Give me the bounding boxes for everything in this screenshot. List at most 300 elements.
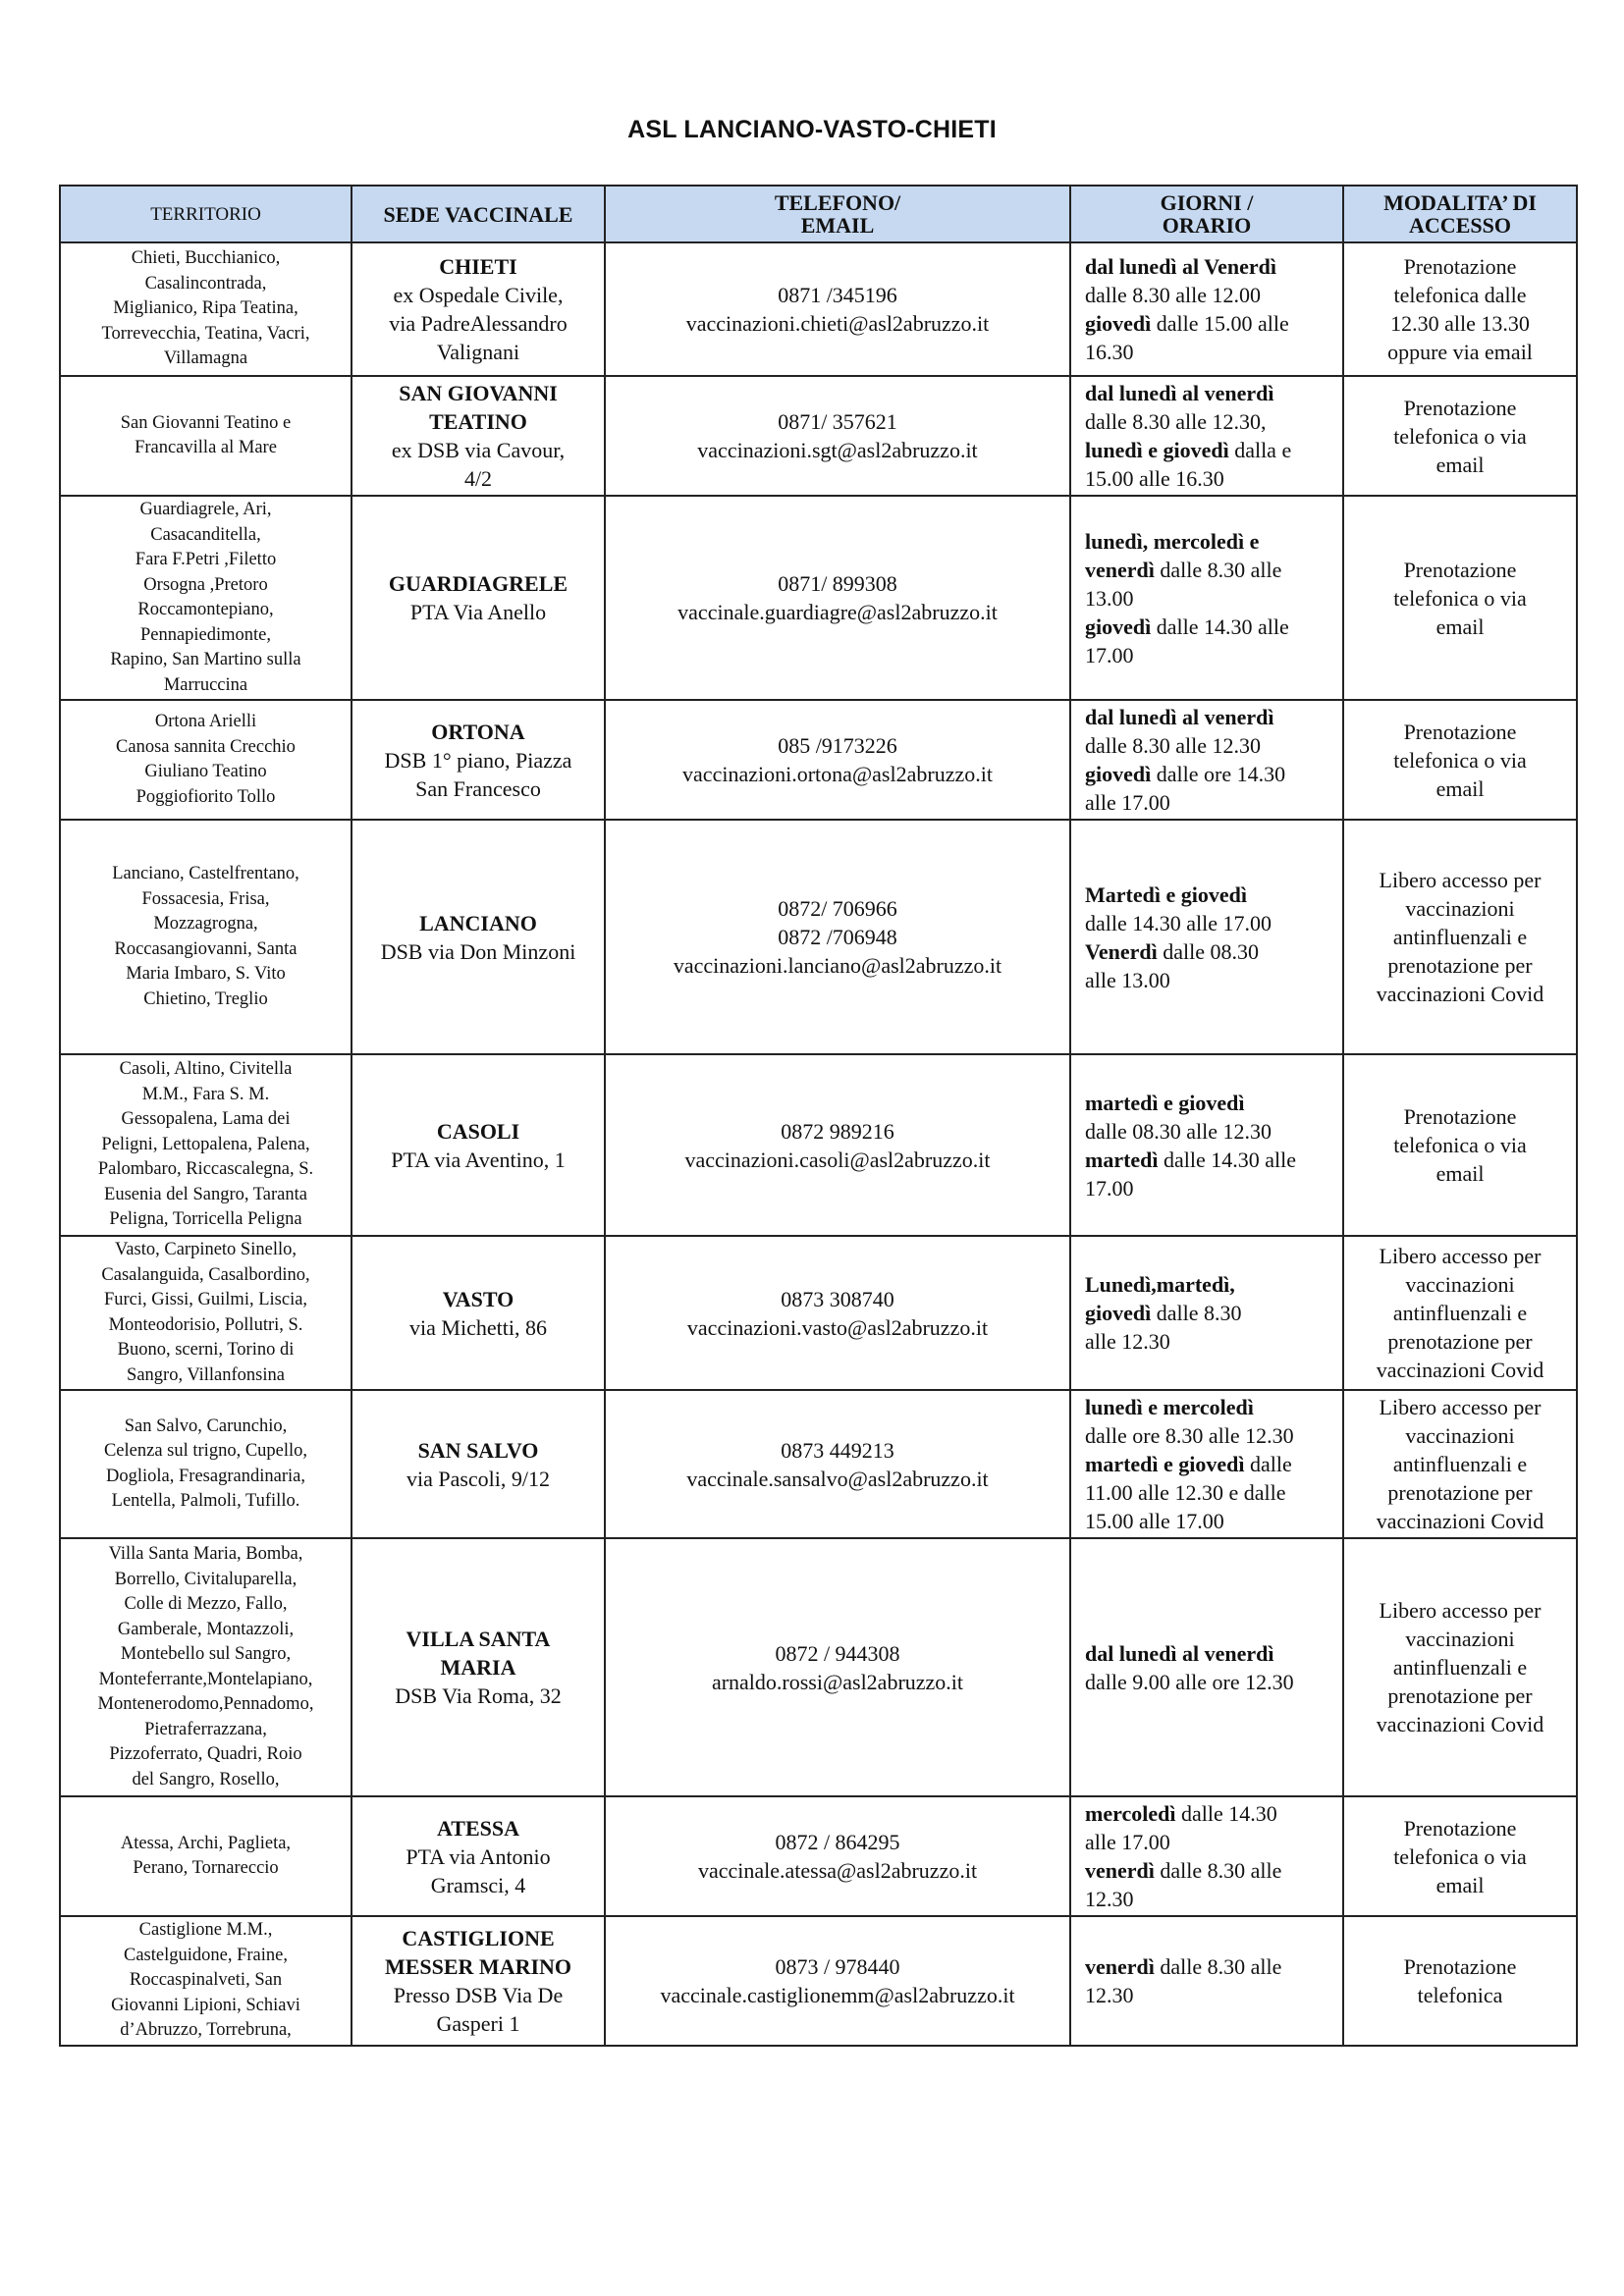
schedule-hours: alle 17.00	[1085, 790, 1170, 815]
sede-cell	[352, 700, 605, 820]
schedule-line	[1085, 252, 1336, 281]
schedule-days: dal lunedì al venerdì	[1085, 381, 1274, 405]
schedule-days: Lunedì,martedì,	[1085, 1272, 1235, 1297]
schedule-hours: dalle 8.30 alle 12.30	[1085, 733, 1262, 758]
access-mode-line: vaccinazioni	[1405, 1423, 1515, 1448]
table-header-row	[60, 186, 1577, 242]
sede-name: VASTO	[442, 1286, 514, 1311]
territorio-line: Pietraferrazzana,	[144, 1719, 267, 1739]
schedule-line	[1085, 1174, 1336, 1202]
schedule-hours: alle 13.00	[1085, 967, 1170, 992]
schedule-hours: dalle	[1244, 1452, 1292, 1476]
territorio-line: Celenza sul trigno, Cupello,	[103, 1441, 308, 1461]
territorio-line: Dogliola, Fresagrandinaria,	[106, 1466, 305, 1486]
access-mode-cell	[1343, 376, 1577, 496]
schedule-days: lunedì e giovedì	[1085, 438, 1229, 462]
schedule-line	[1085, 1299, 1336, 1327]
territorio-line: Casoli, Altino, Civitella	[119, 1059, 293, 1080]
access-mode-line: email	[1435, 1161, 1485, 1186]
territorio-line: Perano, Tornareccio	[133, 1858, 279, 1878]
sede-cell	[352, 376, 605, 496]
email-address: vaccinazioni.casoli@asl2abruzzo.it	[684, 1147, 991, 1172]
schedule-hours: 11.00 alle 12.30 e dalle	[1085, 1480, 1286, 1505]
email-address: vaccinazioni.sgt@asl2abruzzo.it	[697, 438, 978, 462]
schedule-line	[1085, 966, 1336, 994]
territorio-line: Peligni, Lettopalena, Palena,	[101, 1134, 310, 1154]
schedule-line	[1085, 1450, 1336, 1478]
sede-address-line: PTA via Aventino, 1	[391, 1147, 566, 1172]
sede-address-line: PTA via Antonio	[406, 1843, 551, 1869]
territorio-line: Marruccina	[163, 674, 248, 695]
schedule-hours: 12.30	[1085, 1887, 1134, 1911]
territorio-line: Francavilla al Mare	[135, 438, 277, 457]
access-mode-cell	[1343, 1796, 1577, 1916]
territorio-line: Monteferrante,Montelapiano,	[98, 1669, 313, 1689]
schedule-hours: 13.00	[1085, 585, 1134, 611]
schedule-days: giovedì	[1085, 1301, 1152, 1325]
sede-address-line: DSB via Don Minzoni	[380, 938, 576, 964]
contact-cell	[605, 820, 1070, 1054]
schedule-hours: dalle 8.30 alle 12.00	[1085, 283, 1262, 307]
territorio-line: M.M., Fara S. M.	[141, 1084, 270, 1104]
access-mode-line: Libero accesso per	[1379, 868, 1542, 892]
header-sede-vaccinale: SEDE VACCINALE	[352, 186, 605, 242]
schedule-line	[1085, 281, 1336, 309]
access-mode-line: email	[1435, 452, 1485, 477]
contact-cell	[605, 1390, 1070, 1538]
sede-address-line: PTA Via Anello	[409, 600, 547, 624]
territorio-line: Fossacesia, Frisa,	[141, 888, 270, 909]
contact-cell	[605, 1796, 1070, 1916]
schedule-hours: dalla e	[1228, 438, 1292, 462]
schedule-hours: alle 17.00	[1085, 1830, 1170, 1854]
sede-cell	[352, 1538, 605, 1796]
sede-name: VILLA SANTA	[406, 1627, 551, 1651]
schedule-hours: dalle 8.30 alle	[1154, 1953, 1282, 1979]
schedule-cell	[1070, 1390, 1343, 1538]
sede-address-line: via PadreAlessandro	[389, 311, 568, 336]
sede-name: GUARDIAGRELE	[388, 571, 568, 596]
access-mode-line: email	[1435, 614, 1485, 639]
schedule-line	[1085, 641, 1336, 669]
schedule-days: dal lunedì al Venerdì	[1085, 254, 1277, 279]
schedule-cell	[1070, 820, 1343, 1054]
schedule-line	[1085, 1952, 1336, 1981]
access-mode-line: email	[1435, 1872, 1485, 1897]
table-row	[60, 1796, 1577, 1916]
sede-name: CASTIGLIONE	[402, 1925, 555, 1950]
territorio-cell	[60, 376, 352, 496]
schedule-line	[1085, 338, 1336, 366]
territorio-line: Casacanditella,	[150, 524, 261, 545]
access-mode-cell	[1343, 1236, 1577, 1390]
access-mode-line: prenotazione per	[1387, 1683, 1533, 1708]
phone-number: 0872/ 706966	[778, 896, 897, 921]
schedule-days: venerdì	[1085, 557, 1155, 582]
schedule-line	[1085, 1828, 1336, 1856]
access-mode-line: antinfluenzali e	[1392, 1452, 1528, 1476]
schedule-days: martedì	[1085, 1147, 1159, 1172]
territorio-line: Palombaro, Riccascalegna, S.	[97, 1159, 314, 1180]
table-row	[60, 1916, 1577, 2046]
header-email: EMAIL	[800, 213, 875, 238]
document-title: ASL LANCIANO-VASTO-CHIETI	[627, 116, 997, 143]
table-row	[60, 496, 1577, 700]
email-address: vaccinazioni.vasto@asl2abruzzo.it	[686, 1314, 989, 1340]
schedule-hours: 12.30	[1085, 1982, 1134, 2007]
schedule-line	[1085, 1668, 1336, 1696]
schedule-hours: dalle 14.30 alle	[1151, 614, 1289, 639]
territorio-line: Casalanguida, Casalbordino,	[101, 1264, 310, 1285]
schedule-line	[1085, 1327, 1336, 1356]
territorio-line: Guardiagrele, Ari,	[139, 500, 272, 519]
schedule-line	[1085, 881, 1336, 909]
schedule-line	[1085, 703, 1336, 731]
sede-cell	[352, 820, 605, 1054]
territorio-line: Giuliano Teatino	[144, 762, 267, 781]
territorio-cell	[60, 1916, 352, 2046]
schedule-line	[1085, 1146, 1336, 1174]
phone-number: 0873 308740	[781, 1286, 894, 1311]
territorio-line: Fara F.Petri ,Filetto	[135, 550, 277, 569]
schedule-hours: alle 12.30	[1085, 1329, 1170, 1354]
access-mode-line: vaccinazioni	[1405, 1627, 1515, 1651]
schedule-hours: dalle 15.00 alle	[1151, 311, 1289, 336]
schedule-hours: 15.00 alle 17.00	[1085, 1509, 1224, 1533]
schedule-days: lunedì, mercoledì e	[1085, 528, 1260, 554]
access-mode-line: telefonica o via	[1393, 1133, 1527, 1157]
territorio-line: Villamagna	[163, 348, 248, 369]
access-mode-line: telefonica o via	[1393, 423, 1527, 449]
phone-number: 0871/ 899308	[778, 571, 897, 596]
territorio-line: Miglianico, Ripa Teatina,	[113, 298, 298, 319]
territorio-cell	[60, 1236, 352, 1390]
access-mode-line: email	[1435, 775, 1485, 801]
table-body	[60, 242, 1577, 2046]
schedule-days: giovedì	[1085, 762, 1152, 786]
schedule-line	[1085, 1117, 1336, 1146]
email-address: vaccinale.guardiagre@asl2abruzzo.it	[677, 600, 998, 624]
sede-cell	[352, 1390, 605, 1538]
access-mode-line: prenotazione per	[1387, 1480, 1533, 1505]
schedule-hours: dalle 8.30	[1151, 1301, 1242, 1325]
table-row	[60, 242, 1577, 376]
sede-cell	[352, 242, 605, 376]
access-mode-line: Prenotazione	[1403, 719, 1517, 744]
access-mode-line: antinfluenzali e	[1392, 1301, 1528, 1325]
phone-number: 0872 /706948	[778, 925, 897, 949]
territorio-line: Roccamontepiano,	[137, 600, 274, 619]
schedule-days: martedì e giovedì	[1085, 1090, 1245, 1115]
territorio-cell	[60, 820, 352, 1054]
access-mode-line: Libero accesso per	[1379, 1598, 1542, 1623]
schedule-hours: dalle 9.00 alle ore 12.30	[1085, 1669, 1294, 1694]
schedule-hours: 17.00	[1085, 642, 1134, 667]
access-mode-line: Prenotazione	[1403, 1953, 1517, 1979]
territorio-line: San Salvo, Carunchio,	[124, 1415, 288, 1436]
schedule-line	[1085, 1421, 1336, 1450]
territorio-line: Poggiofiorito Tollo	[135, 786, 276, 807]
header-orario: ORARIO	[1162, 213, 1252, 238]
sede-name: SAN GIOVANNI	[399, 381, 558, 405]
schedule-hours: dalle 14.30 alle 17.00	[1085, 910, 1272, 935]
schedule-cell	[1070, 1236, 1343, 1390]
access-mode-cell	[1343, 242, 1577, 376]
phone-number: 0873 / 978440	[775, 1953, 900, 1979]
schedule-hours: dalle ore 8.30 alle 12.30	[1085, 1423, 1294, 1448]
email-address: arnaldo.rossi@asl2abruzzo.it	[711, 1669, 964, 1694]
schedule-cell	[1070, 1054, 1343, 1236]
territorio-line: Castiglione M.M.,	[138, 1920, 273, 1940]
access-mode-cell	[1343, 1538, 1577, 1796]
access-mode-line: oppure via email	[1387, 340, 1533, 364]
schedule-cell	[1070, 242, 1343, 376]
sede-address-line: Gasperi 1	[436, 2010, 520, 2036]
email-address: vaccinazioni.ortona@asl2abruzzo.it	[682, 762, 993, 786]
table-row	[60, 376, 1577, 496]
access-mode-line: vaccinazioni	[1405, 1272, 1515, 1297]
schedule-days: giovedì	[1085, 614, 1152, 639]
territorio-line: Orsogna ,Pretoro	[143, 574, 268, 595]
schedule-days: giovedì	[1085, 311, 1152, 336]
access-mode-line: antinfluenzali e	[1392, 925, 1528, 949]
territorio-line: Vasto, Carpineto Sinello,	[115, 1240, 297, 1259]
access-mode-cell	[1343, 1390, 1577, 1538]
email-address: vaccinale.castiglionemm@asl2abruzzo.it	[660, 1982, 1015, 2007]
territorio-line: Pennapiedimonte,	[139, 624, 272, 645]
access-mode-line: telefonica	[1417, 1982, 1503, 2007]
sede-name: ATESSA	[437, 1815, 519, 1841]
territorio-line: Chietino, Treglio	[143, 988, 268, 1009]
contact-cell	[605, 242, 1070, 376]
territorio-line: San Giovanni Teatino e	[120, 412, 292, 433]
schedule-line	[1085, 1478, 1336, 1507]
schedule-hours: dalle ore 14.30	[1151, 762, 1286, 786]
email-address: vaccinale.atessa@asl2abruzzo.it	[697, 1858, 978, 1883]
access-mode-line: 12.30 alle 13.30	[1390, 311, 1530, 336]
sede-name: MESSER MARINO	[384, 1953, 572, 1979]
table-row	[60, 1538, 1577, 1796]
access-mode-cell	[1343, 1054, 1577, 1236]
territorio-line: Gamberale, Montazzoli,	[117, 1619, 295, 1639]
schedule-days: martedì e giovedì	[1085, 1452, 1245, 1476]
access-mode-line: prenotazione per	[1387, 1329, 1533, 1354]
territorio-line: Mozzagrogna,	[153, 914, 258, 934]
schedule-hours: dalle 08.30	[1157, 938, 1260, 964]
territorio-line: Montebello sul Sangro,	[120, 1644, 292, 1664]
header-giorni: GIORNI /	[1160, 190, 1254, 215]
table-row	[60, 1054, 1577, 1236]
schedule-days: lunedì e mercoledì	[1085, 1395, 1254, 1419]
schedule-cell	[1070, 496, 1343, 700]
territorio-line: d’Abruzzo, Torrebruna,	[120, 2020, 292, 2040]
email-address: vaccinazioni.chieti@asl2abruzzo.it	[685, 311, 990, 336]
sede-address-line: Gramsci, 4	[430, 1872, 526, 1897]
territorio-line: Peligna, Torricella Peligna	[109, 1209, 302, 1230]
contact-cell	[605, 1916, 1070, 2046]
header-accesso: ACCESSO	[1409, 213, 1511, 238]
territorio-line: Chieti, Bucchianico,	[131, 248, 281, 269]
territorio-line: Ortona Arielli	[154, 712, 257, 731]
territorio-line: Colle di Mezzo, Fallo,	[124, 1594, 288, 1614]
schedule-hours: 17.00	[1085, 1175, 1134, 1201]
territorio-cell	[60, 1796, 352, 1916]
access-mode-cell	[1343, 820, 1577, 1054]
phone-number: 0872 989216	[781, 1118, 894, 1144]
territorio-line: Montenerodomo,Pennadomo,	[97, 1694, 314, 1714]
schedule-cell	[1070, 1538, 1343, 1796]
schedule-cell	[1070, 700, 1343, 820]
table-row	[60, 1236, 1577, 1390]
territorio-line: Rapino, San Martino sulla	[110, 650, 301, 669]
schedule-cell	[1070, 376, 1343, 496]
territorio-line: Eusenia del Sangro, Taranta	[104, 1184, 307, 1204]
access-mode-line: Prenotazione	[1403, 395, 1517, 420]
territorio-line: Gessopalena, Lama dei	[121, 1109, 291, 1130]
schedule-line	[1085, 760, 1336, 788]
schedule-hours: dalle 8.30 alle	[1154, 557, 1282, 582]
access-mode-line: Prenotazione	[1403, 254, 1517, 279]
schedule-days: Martedì e giovedì	[1085, 881, 1247, 907]
access-mode-line: telefonica o via	[1393, 1843, 1527, 1869]
sede-address-line: Presso DSB Via De	[393, 1982, 564, 2007]
territorio-line: Lanciano, Castelfrentano,	[112, 864, 299, 883]
email-address: vaccinale.sansalvo@asl2abruzzo.it	[686, 1466, 989, 1491]
schedule-cell	[1070, 1796, 1343, 1916]
schedule-line	[1085, 1270, 1336, 1299]
schedule-line	[1085, 464, 1336, 493]
table-row	[60, 1390, 1577, 1538]
sede-address-line: Valignani	[436, 340, 520, 364]
schedule-line	[1085, 309, 1336, 338]
territorio-line: Torrevecchia, Teatina, Vacri,	[101, 323, 310, 344]
access-mode-line: Libero accesso per	[1379, 1244, 1542, 1268]
territorio-line: Furci, Gissi, Guilmi, Liscia,	[103, 1290, 308, 1309]
territorio-line: Roccasangiovanni, Santa	[114, 938, 298, 959]
sede-name: SAN SALVO	[417, 1437, 539, 1463]
sede-name: CHIETI	[439, 254, 517, 279]
sede-cell	[352, 1054, 605, 1236]
sede-name: CASOLI	[436, 1118, 520, 1144]
schedule-line	[1085, 1089, 1336, 1117]
territorio-line: Canosa sannita Crecchio	[116, 736, 296, 757]
access-mode-line: vaccinazioni Covid	[1376, 1712, 1544, 1736]
sede-name: ORTONA	[431, 719, 525, 744]
header-modalita: MODALITA’ DI	[1383, 190, 1537, 215]
sede-address-line: ex Ospedale Civile,	[393, 283, 564, 307]
schedule-days: dal lunedì al venerdì	[1085, 1640, 1274, 1666]
header-territorio: TERRITORIO	[60, 186, 352, 242]
access-mode-line: Prenotazione	[1403, 1104, 1517, 1129]
sede-address-line: DSB Via Roma, 32	[395, 1683, 562, 1708]
territorio-cell	[60, 1390, 352, 1538]
schedule-line	[1085, 788, 1336, 817]
schedule-line	[1085, 1507, 1336, 1535]
schedule-line	[1085, 731, 1336, 760]
phone-number: 0871/ 357621	[778, 409, 897, 434]
schedule-line	[1085, 527, 1336, 556]
schedule-days: Venerdì	[1085, 938, 1158, 964]
contact-cell	[605, 1236, 1070, 1390]
access-mode-line: vaccinazioni	[1405, 896, 1515, 921]
schedule-hours: 15.00 alle 16.30	[1085, 466, 1224, 491]
header-telefono: TELEFONO/	[774, 190, 901, 215]
schedule-days: mercoledì	[1085, 1801, 1176, 1826]
email-address: vaccinazioni.lanciano@asl2abruzzo.it	[673, 953, 1002, 978]
territorio-cell	[60, 496, 352, 700]
contact-cell	[605, 376, 1070, 496]
sede-name: MARIA	[440, 1655, 516, 1680]
contact-cell	[605, 700, 1070, 820]
sede-address-line: via Michetti, 86	[409, 1314, 547, 1340]
contact-cell	[605, 496, 1070, 700]
access-mode-cell	[1343, 496, 1577, 700]
sede-cell	[352, 496, 605, 700]
schedule-line	[1085, 436, 1336, 464]
header-telefono-email	[605, 186, 1070, 242]
schedule-line	[1085, 556, 1336, 584]
header-giorni-orario	[1070, 186, 1343, 242]
schedule-line	[1085, 937, 1336, 966]
sede-address-line: via Pascoli, 9/12	[406, 1466, 551, 1491]
territorio-line: Giovanni Lipioni, Schiavi	[111, 1995, 300, 2015]
sede-address-line: DSB 1° piano, Piazza	[384, 747, 572, 773]
access-mode-cell	[1343, 700, 1577, 820]
territorio-line: Sangro, Villanfonsina	[127, 1364, 285, 1385]
territorio-cell	[60, 1054, 352, 1236]
sede-address-line: 4/2	[463, 466, 493, 491]
access-mode-line: antinfluenzali e	[1392, 1655, 1528, 1680]
schedule-line	[1085, 1799, 1336, 1828]
contact-cell	[605, 1054, 1070, 1236]
schedule-hours: dalle 08.30 alle 12.30	[1085, 1118, 1272, 1144]
territorio-line: Pizzoferrato, Quadri, Roio	[109, 1744, 302, 1764]
vaccination-sites-table	[59, 185, 1578, 2047]
schedule-line	[1085, 1856, 1336, 1885]
schedule-hours: 16.30	[1085, 340, 1134, 364]
schedule-line	[1085, 379, 1336, 407]
schedule-days: venerdì	[1085, 1858, 1155, 1883]
contact-cell	[605, 1538, 1070, 1796]
sede-address-line: San Francesco	[415, 775, 541, 801]
schedule-cell	[1070, 1916, 1343, 2046]
territorio-line: Lentella, Palmoli, Tufillo.	[111, 1491, 300, 1511]
sede-cell	[352, 1916, 605, 2046]
territorio-line: Roccaspinalveti, San	[129, 1970, 283, 1990]
access-mode-line: telefonica o via	[1393, 585, 1527, 611]
sede-cell	[352, 1236, 605, 1390]
schedule-line	[1085, 584, 1336, 613]
territorio-line: del Sangro, Rosello,	[132, 1769, 280, 1789]
schedule-days: venerdì	[1085, 1953, 1155, 1979]
access-mode-line: vaccinazioni Covid	[1376, 1358, 1544, 1382]
schedule-line	[1085, 1981, 1336, 2009]
schedule-line	[1085, 909, 1336, 937]
access-mode-cell	[1343, 1916, 1577, 2046]
phone-number: 0872 / 864295	[775, 1830, 900, 1854]
schedule-line	[1085, 1393, 1336, 1421]
schedule-days: dal lunedì al venerdì	[1085, 705, 1274, 729]
schedule-hours: dalle 14.30 alle	[1158, 1147, 1297, 1172]
sede-name: TEATINO	[429, 409, 527, 434]
schedule-line	[1085, 1885, 1336, 1913]
phone-number: 0872 / 944308	[775, 1640, 900, 1666]
schedule-hours: dalle 14.30	[1175, 1801, 1277, 1826]
territorio-line: Atessa, Archi, Paglieta,	[120, 1833, 292, 1853]
access-mode-line: Prenotazione	[1403, 1815, 1517, 1841]
territorio-line: Monteodorisio, Pollutri, S.	[108, 1314, 303, 1335]
territorio-line: Maria Imbaro, S. Vito	[126, 964, 286, 984]
